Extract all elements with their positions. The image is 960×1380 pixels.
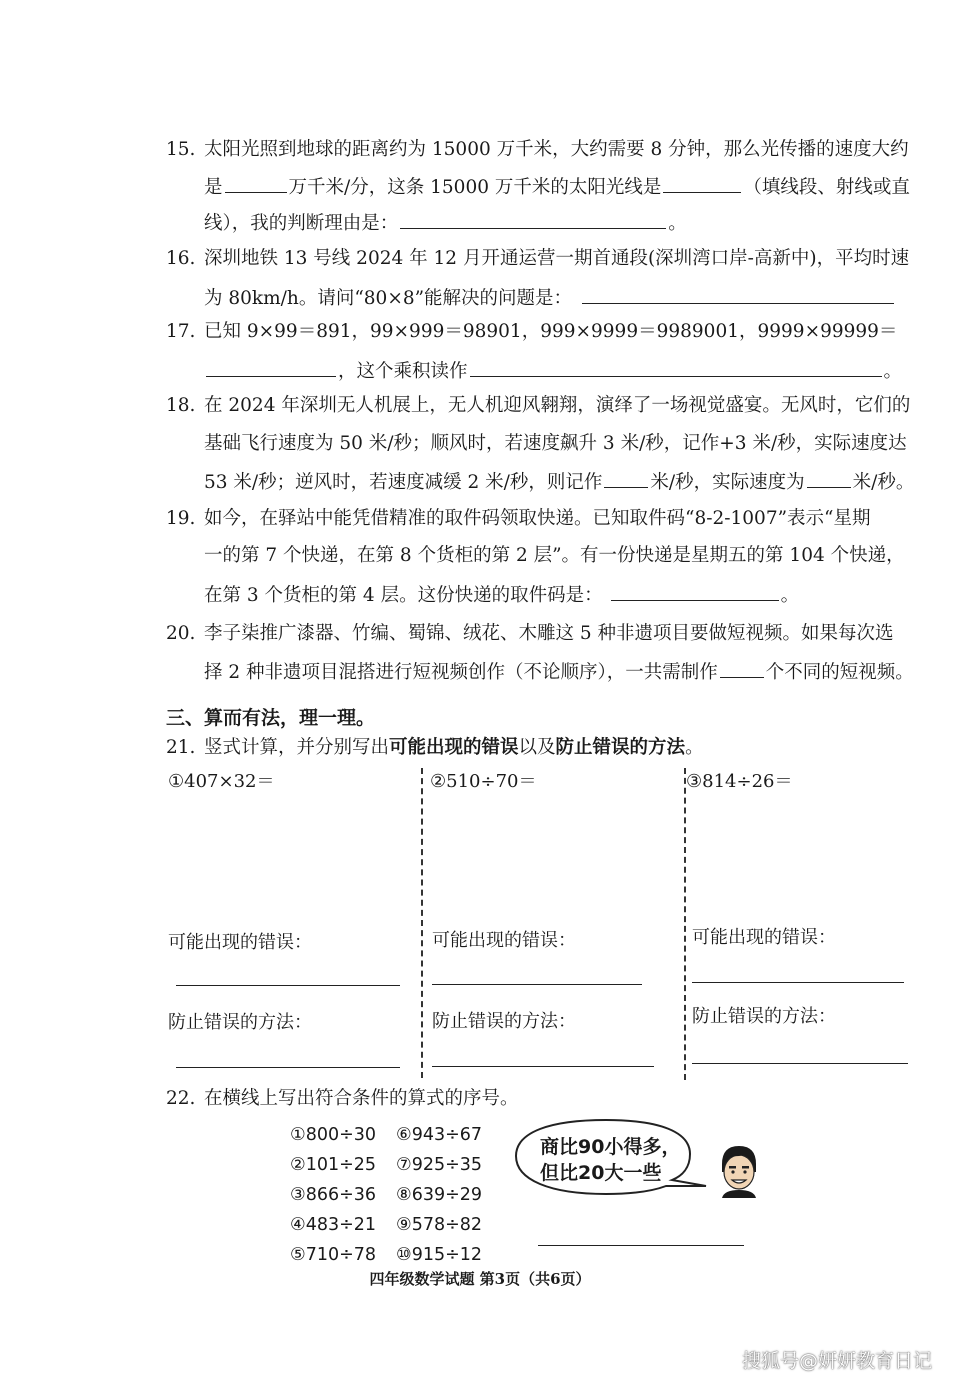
q20-blank-count[interactable] [720,657,764,678]
expression-item: ④483÷21 [290,1215,377,1235]
boy-face-icon [716,1142,762,1200]
bubble-text [540,1134,680,1186]
q21-col2-error-line[interactable] [432,984,642,985]
q21-col1-error-line[interactable] [176,985,400,986]
q21-col2-title: ②510÷70＝ [430,771,537,792]
column-divider-2 [684,768,686,1080]
q18-blank-actual[interactable] [807,467,851,488]
q21-col2-fix-label: 防止错误的方法： [432,1011,576,1032]
expression-item: ⑥943÷67 [396,1125,483,1145]
q18-line1 [166,392,910,420]
q19-line2 [204,542,905,570]
q20-text2b: 个不同的短视频。 [765,662,914,683]
q21-col3-fix-line[interactable] [692,1063,908,1064]
q16-number: 16. [166,248,196,269]
q22-answer-line[interactable] [538,1245,744,1246]
q21-col1-error-label: 可能出现的错误： [168,932,312,953]
q19-text3: 在第 3 个货柜的第 4 层。这份快递的取件码是： [204,585,603,606]
q19-blank-code[interactable] [611,580,779,601]
page-footer: 四年级数学试题 第3页（共6页） [369,1270,591,1288]
q16-line1 [166,245,909,273]
q18-blank-record[interactable] [604,467,648,488]
q16-blank-answer[interactable] [582,283,894,304]
q20-line1 [166,620,894,648]
q15-text3b: 。 [668,213,687,234]
q15-number: 15. [166,139,196,160]
bubble-line2: 但比20大一些 [540,1162,662,1184]
q21-col1-fix-line[interactable] [176,1067,400,1068]
q15-blank-speed[interactable] [225,172,287,193]
q15-line3 [204,208,687,238]
q17-blank-reading[interactable] [470,356,882,377]
q16-line2 [204,283,896,313]
q21-prompt [166,734,704,762]
expression-item: ③866÷36 [290,1185,377,1205]
expression-item: ⑨578÷82 [396,1215,483,1235]
q20-number: 20. [166,623,196,644]
q16-text2: 为 80km/h。请问“80×8”能解决的问题是： [204,288,573,309]
q15-line1 [166,136,909,164]
q18-text2: 基础飞行速度为 50 米/秒；顺风时，若速度飙升 3 米/秒，记作+3 米/秒，实际速度达 [204,433,907,454]
q17-line1 [166,318,897,346]
q15-blank-reason[interactable] [400,208,666,229]
expression-item: ①800÷30 [290,1125,377,1145]
q19-text1: 如今，在驿站中能凭借精准的取件码领取快递。已知取件码“8-2-1007”表示“星期 [204,508,871,529]
q21-text-b: 可能出现的错误 [389,737,519,758]
q20-line2 [204,657,914,687]
q17-text2end: 。 [883,361,903,382]
q19-text2: 一的第 7 个快递，在第 8 个货柜的第 2 层”。有一份快递是星期五的第 104 个快递， [204,545,905,566]
q17-text2: ，这个乘积读作 [338,361,468,382]
expression-item: ⑤710÷78 [290,1245,377,1265]
q18-text3c: 米/秒。 [852,472,915,493]
q22-prompt [166,1085,519,1113]
q15-text2c: （填线段、射线或直 [743,177,910,198]
q21-text-d: 防止错误的方法 [555,737,686,758]
q21-col1-fix-label: 防止错误的方法： [168,1012,312,1033]
q21-text-c: 以及 [518,737,556,758]
q21-number: 21. [166,737,196,758]
q18-line3 [204,467,914,497]
q20-text2a: 择 2 种非遗项目混搭进行短视频创作（不论顺序），一共需制作 [204,662,718,683]
section-heading: 三、算而有法，理一理。 [166,707,376,729]
q20-text1: 李子柒推广漆器、竹编、蜀锦、绒花、木雕这 5 种非遗项目要做短视频。如果每次选 [204,623,894,644]
q17-blank-product[interactable] [206,356,336,377]
q19-line3 [204,580,799,610]
q21-col3-error-label: 可能出现的错误： [692,927,836,948]
q18-text3a: 53 米/秒；逆风时，若速度减缓 2 米/秒，则记作 [204,472,603,493]
q21-col3-title: ③814÷26＝ [686,771,793,792]
q22-right-list [396,1120,482,1270]
expression-item: ⑧639÷29 [396,1185,483,1205]
q21-col2-error-label: 可能出现的错误： [432,930,576,951]
q17-number: 17. [166,321,196,342]
q22-left-list [290,1120,376,1270]
q15-text3a: 线），我的判断理由是： [204,213,399,234]
q15-text1: 太阳光照到地球的距离约为 15000 万千米，大约需要 8 分钟，那么光传播的速度大约 [204,139,909,160]
expression-item: ②101÷25 [290,1155,377,1175]
q17-line2 [204,356,902,386]
q16-text1: 深圳地铁 13 号线 2024 年 12 月开通运营一期首通段(深圳湾口岸-高新中)，平均时速 [204,248,910,269]
q15-blank-linetype[interactable] [663,172,741,193]
q18-text1: 在 2024 年深圳无人机展上，无人机迎风翱翔，演绎了一场视觉盛宴。无风时，它们的 [204,395,911,416]
q21-text-e: 。 [685,737,704,758]
q21-col2-fix-line[interactable] [432,1066,654,1067]
bubble-line1: 商比90小得多， [540,1136,681,1158]
q18-number: 18. [166,395,196,416]
watermark: 搜狐号@妍妍教育日记 [742,1350,933,1372]
q18-line2 [204,430,907,458]
q22-text: 在横线上写出符合条件的算式的序号。 [204,1088,519,1109]
q19-text3end: 。 [780,585,800,606]
q21-col3-fix-label: 防止错误的方法： [692,1006,836,1027]
q21-text-a: 竖式计算，并分别写出 [204,737,390,758]
q15-text2b: 万千米/分，这条 15000 万千米的太阳光线是 [288,177,662,198]
column-divider-1 [421,768,423,1078]
q22-number: 22. [166,1088,196,1109]
q15-text2a: 是 [204,177,223,198]
q18-text3b: 米/秒，实际速度为 [650,472,805,493]
q15-line2 [204,172,910,202]
q17-text1: 已知 9×99＝891，99×999＝98901，999×9999＝9989001，9999×99999＝ [204,321,898,342]
expression-item: ⑦925÷35 [396,1155,483,1175]
q21-col3-error-line[interactable] [692,982,904,983]
q19-number: 19. [166,508,196,529]
expression-item: ⑩915÷12 [396,1245,483,1265]
q21-col1-title: ①407×32＝ [168,771,275,792]
q19-line1 [166,505,871,533]
